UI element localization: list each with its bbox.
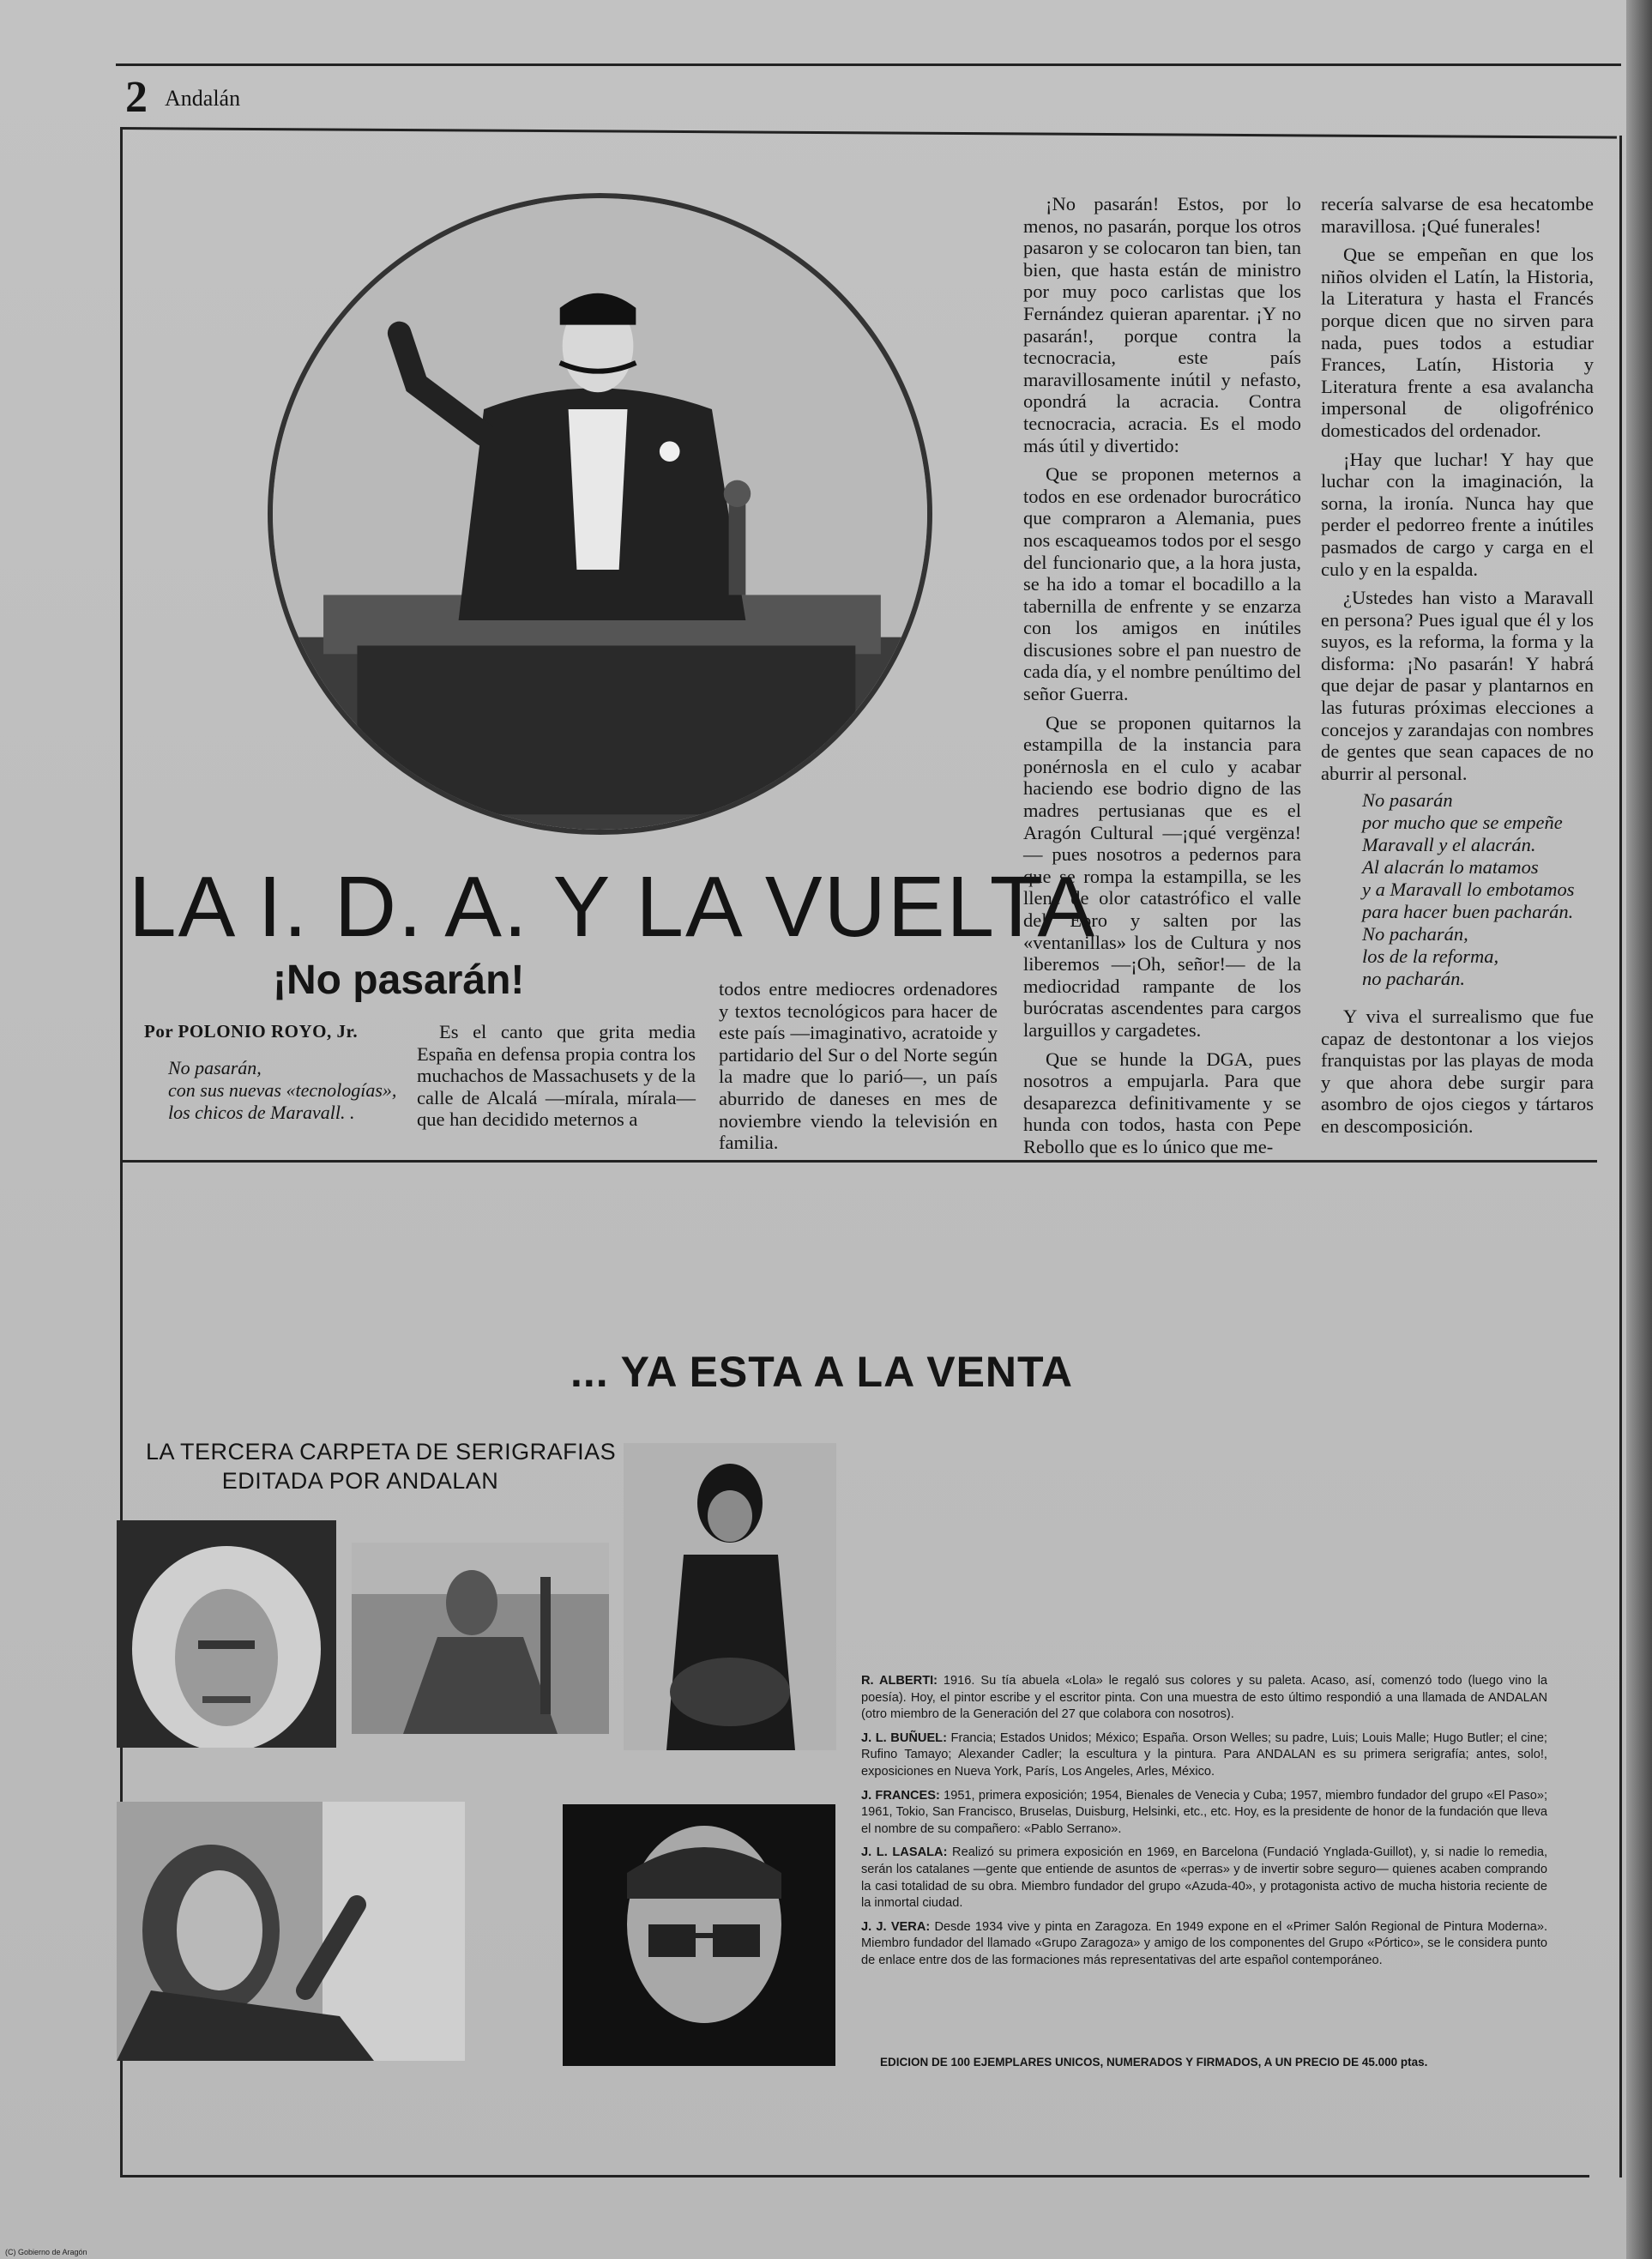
bio-name: J. L. LASALA:: [861, 1845, 948, 1860]
epigraph-line: con sus nuevas «tecnologías»,: [168, 1079, 397, 1101]
portrait-photo-frances: [624, 1443, 836, 1750]
paragraph: Que se hunde la DGA, pues nosotros a empujarla. Para que desaparezca definitivamente y se hunda con todos, hasta con Pepe Rebollo que es lo único que me-: [1023, 1048, 1301, 1157]
ad-subtitle-line: EDITADA POR ANDALAN: [221, 1468, 499, 1494]
paragraph: Que se empeñan en que los niños olviden el Latín, la Historia, la Literatura y hasta el Francés porque dicen que no sirven para nada, pues todos a estudiar Frances, Latín, Historia y Literatura frente a esa avalancha impersonal de oligofrénico domesticados del ordenador.: [1321, 244, 1594, 441]
poem-line: y a Maravall lo embotamos: [1362, 879, 1575, 900]
header-rule: [116, 63, 1621, 66]
poem: [1362, 789, 1619, 990]
paragraph: Que se proponen meternos a todos en ese ordenador burocrático que compraron a Alemania, pues nos escaqueamos todos por el sesgo del funcionario que, a la hora justa, se ha ido a tomar el bocadillo a la tabernilla de enfrente y se enzarza con los amigos en inútiles discusiones sobre el pan nuestro de cada día, y el nombre penúltimo del señor Guerra.: [1023, 463, 1301, 705]
artist-bios: [861, 1673, 1547, 1977]
article-column-5: [1321, 193, 1594, 791]
poem-line: Al alacrán lo matamos: [1362, 856, 1539, 878]
epigraph: [168, 1057, 417, 1124]
bio-text: Desde 1934 vive y pinta en Zaragoza. En 1949 expone en el «Primer Salón Regional de Pintura Moderna». Miembro fundador del llamado «Grupo Zaragoza» y amigo de los componentes del Grupo «Pórtico», se le considera punto de enlace entre dos de las formaciones más representativas del arte español contemporáneo.: [861, 1919, 1548, 1967]
article-headline: LA I. D. A. Y LA VUELTA: [129, 859, 1097, 955]
paragraph: recería salvarse de esa hecatombe maravillosa. ¡Qué funerales!: [1321, 193, 1594, 237]
bio-name: R. ALBERTI:: [861, 1674, 938, 1688]
poem-line: No pasarán: [1362, 789, 1453, 811]
paragraph: Es el canto que grita media España en defensa propia contra los muchachos de Massachusets y de la calle de Alcalá —mírala, mírala— que han decidido meternos a: [417, 1021, 696, 1131]
poem-line: No pacharán,: [1362, 923, 1468, 945]
byline: Por POLONIO ROYO, Jr.: [144, 1021, 359, 1042]
frame-right-rule: [1619, 136, 1622, 2177]
edition-note: EDICION DE 100 EJEMPLARES UNICOS, NUMERADOS Y FIRMADOS, A UN PRECIO DE 45.000 ptas.: [880, 2056, 1428, 2069]
magician-photo: [268, 193, 932, 835]
ad-subtitle: [146, 1437, 617, 1495]
portrait-photo-bunuel: [352, 1543, 609, 1734]
article-subheadline: ¡No pasarán!: [273, 957, 525, 1003]
bio-name: J. FRANCES:: [861, 1788, 940, 1803]
paragraph: todos entre mediocres ordenadores y textos tecnológicos para hacer de este país —imaginativo, acratoide y partidario del Sur o del Norte según la madre que lo parió—, un país aburrido de daneses en mes de noviembre viendo la televisión en familia.: [719, 978, 998, 1154]
ad-headline: ... YA ESTA A LA VENTA: [570, 1348, 1073, 1396]
bio-lasala: [861, 1845, 1547, 1912]
bio-vera: [861, 1919, 1547, 1970]
poem-line: para hacer buen pacharán.: [1362, 901, 1574, 922]
bio-text: Francia; Estados Unidos; México; España. Orson Welles; su padre, Luis; Louis Malle; Hugo Butler; el cine; Rufino Tamayo; Alexander Cadler; la escultura y la pintura. Para ANDALAN es su primera serigrafía; antes, solo!, exposiciones en Nueva York, París, Los Angeles, Arles, México.: [861, 1730, 1547, 1779]
epigraph-line: No pasarán,: [168, 1057, 262, 1078]
paragraph: Y viva el surrealismo que fue capaz de destontonar a los viejos franquistas por las playas de moda y que ahora debe surgir para asombro de ojos ciegos y tártaros en descomposición.: [1321, 1006, 1594, 1137]
portrait-photo-alberti: [117, 1520, 336, 1748]
poem-line: los de la reforma,: [1362, 945, 1499, 967]
bio-name: J. J. VERA:: [861, 1919, 931, 1934]
article-column-4: [1023, 193, 1301, 1165]
section-name: Andalán: [165, 86, 241, 111]
poem-line: por mucho que se empeñe: [1362, 812, 1563, 833]
bio-frances: [861, 1788, 1547, 1839]
closing-paragraph: [1321, 1006, 1594, 1145]
copyright-credit: (C) Gobierno de Aragón: [5, 2248, 87, 2256]
ad-subtitle-line: LA TERCERA CARPETA DE SERIGRAFIAS: [146, 1439, 617, 1465]
bio-text: Realizó su primera exposición en 1969, en Barcelona (Fundació Ynglada-Guillot), y, si nadie lo remedia, serán los catalanes —gente que entiende de asuntos de «perras» y de invertir sobre seguro— quienes acaben comprando la casi totalidad de su obra. Miembro fundador del grupo «Azuda-40», y protagonista activo de mucha historia reciente de la inmortal ciudad.: [861, 1845, 1547, 1911]
page-edge-shadow: [1626, 0, 1652, 2259]
poem-line: no pacharán.: [1362, 968, 1465, 989]
page-number: 2: [125, 73, 148, 122]
bio-text: 1951, primera exposición; 1954, Bienales de Venecia y Cuba; 1957, miembro fundador del grupo «El Paso»; 1961, Tokio, San Francisco, Bruselas, Duisburg, Helsinki, etc., etc. Hoy, es la presidente de honor de la fundación que lleva el nombre de su compañero: «Pablo Serrano».: [861, 1788, 1547, 1836]
bio-alberti: [861, 1673, 1547, 1724]
portrait-photo-lasala: [117, 1802, 465, 2061]
bio-name: J. L. BUÑUEL:: [861, 1730, 947, 1745]
bio-bunuel: [861, 1730, 1547, 1781]
bio-text: 1916. Su tía abuela «Lola» le regaló sus colores y su paleta. Acaso, así, comenzó todo (luego vino la poesía). Hoy, el pintor escribe y el escritor pinta. Con una muestra de esto último respondió a una llamada de ANDALAN (otro miembro de la Generación del 27 que colabora con nosotros).: [861, 1674, 1548, 1722]
poem-line: Maravall y el alacrán.: [1362, 834, 1536, 855]
portrait-photo-vera: [563, 1804, 835, 2066]
article-column-2: [417, 1021, 696, 1138]
paragraph: Que se proponen quitarnos la estampilla de la instancia para ponérnosla en el culo y acabar haciendo ese bodrio digno de las madres pertusianas que es el Aragón Cultural —¡qué vergënza!— pues nosotros a pedernos para que se rompa la estampilla, se les llene de olor catastrófico el valle del Ebro y salten por las «ventanillas» los de Cultura y nos liberemos —¡Oh, señor!— de la mediocridad rampante de los burócratas ascendentes para cargos larguillos y cargadetes.: [1023, 711, 1301, 1041]
epigraph-line: los chicos de Maravall. .: [168, 1102, 355, 1123]
paragraph: ¡Hay que luchar! Y hay que luchar con la imaginación, la sorna, la ironía. Nunca hay que perder el pedorreo frente a inútiles pasmados de cargo y carga en el culo y en la espalda.: [1321, 448, 1594, 580]
paragraph: ¡No pasarán! Estos, por lo menos, no pasarán, porque los otros pasaron y se colocaron tan bien, tan bien, que hasta están de ministro por muy poco carlistas que los Fernández quieran aparentar. ¡Y no pasarán!, porque contra la tecnocracia, este país maravillosamente inútil y nefasto, opondrá la acracia. Contra tecnocracia, acracia. Es el modo más útil y divertido:: [1023, 193, 1301, 456]
article-column-3: [719, 978, 998, 1161]
paragraph: ¿Ustedes han visto a Maravall en persona? Pues igual que él y los suyos, es la reforma, la forma y la disforma: ¡No pasarán! Y habrá que dejar de pasar y plantarnos en las futuras próximas elecciones a concejos y zarandajas con nombres de gentes que sean capaces de no aburrir al personal.: [1321, 587, 1594, 784]
